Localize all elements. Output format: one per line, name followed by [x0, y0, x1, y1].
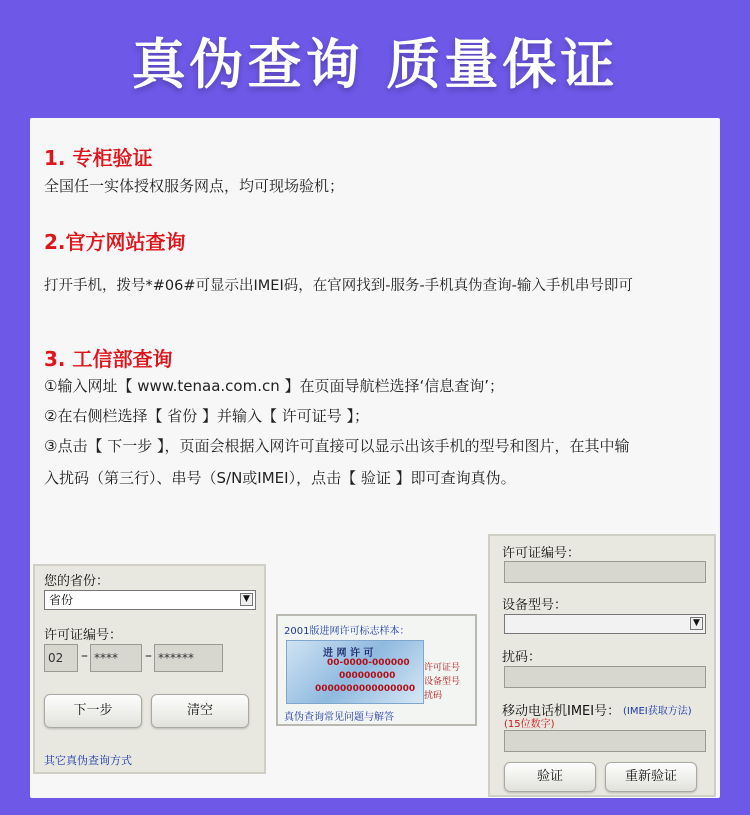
license-stamp-image: [286, 640, 424, 704]
section-text-website: 打开手机，拨号*#06#可显示出IMEI码，在官网找到-服务-手机真伪查询-输入手机串号即可: [44, 278, 633, 294]
license-part-2-input[interactable]: ****: [90, 644, 142, 672]
license-number-input[interactable]: [504, 561, 706, 583]
legend-scramble: 扰码: [424, 691, 443, 701]
section-heading-website: 2.官方网站查询: [44, 230, 186, 254]
chevron-down-icon[interactable]: ▼: [240, 593, 253, 606]
chevron-down-icon[interactable]: ▼: [690, 617, 703, 630]
section-text-miit-2: ②在右侧栏选择【 省份 】并输入【 许可证号 】；: [44, 407, 370, 425]
dash-separator: –: [145, 648, 152, 664]
stamp-title: 进 网 许 可: [323, 648, 374, 659]
stamp-code-2: 000000000: [339, 671, 396, 681]
scramble-label: 扰码：: [502, 650, 542, 665]
license-part-1-input[interactable]: 02: [44, 644, 78, 672]
stamp-code-3: 0000000000000000: [315, 684, 416, 694]
banner-title: 真伪查询 质量保证: [131, 33, 619, 96]
model-select[interactable]: [504, 614, 706, 634]
section-text-miit-4: 入扰码（第三行）、串号（S/N或IMEI），点击【 验证 】即可查询真伪。: [44, 469, 516, 487]
section-heading-miit: 3. 工信部查询: [44, 347, 173, 371]
province-select[interactable]: [44, 590, 256, 610]
scramble-input[interactable]: [504, 666, 706, 688]
section-text-counter: 全国任一实体授权服务网点，均可现场验机；: [44, 177, 345, 195]
imei-input[interactable]: [504, 730, 706, 752]
license-sample-panel: [276, 614, 477, 726]
section-heading-counter: 1. 专柜验证: [44, 146, 153, 170]
dash-separator: –: [81, 648, 88, 664]
imei-label: 移动电话机IMEI号：: [502, 704, 621, 719]
verify-button[interactable]: 验证: [504, 762, 596, 792]
province-label: 您的省份：: [44, 574, 110, 589]
verify-panel: [488, 534, 716, 797]
clear-button[interactable]: 清空: [151, 694, 249, 728]
next-step-button[interactable]: 下一步: [44, 694, 142, 728]
section-text-miit-1: ①输入网址【 www.tenaa.com.cn 】在页面导航栏选择‘信息查询’；: [44, 377, 505, 395]
stamp-code-1: 00-0000-000000: [327, 658, 410, 668]
sample-title: 2001版进网许可标志样本：: [284, 626, 410, 637]
section-text-miit-3: ③点击【 下一步 】，页面会根据入网许可直接可以显示出该手机的型号和图片，在其中输: [44, 437, 630, 455]
faq-link[interactable]: 真伪查询常见问题与解答: [284, 712, 394, 723]
province-value: 省份: [49, 593, 74, 607]
reverify-button[interactable]: 重新验证: [605, 762, 697, 792]
legend-license-no: 许可证号: [424, 663, 461, 673]
model-label: 设备型号：: [502, 598, 568, 613]
license-label: 许可证编号：: [44, 628, 123, 643]
imei-help-link[interactable]: (IMEI获取方法): [623, 706, 692, 717]
imei-hint: (15位数字): [504, 719, 555, 730]
other-query-methods-link[interactable]: 其它真伪查询方式: [44, 754, 132, 767]
license-label-right: 许可证编号：: [502, 546, 581, 561]
legend-model: 设备型号: [424, 677, 461, 687]
province-license-panel: [33, 564, 266, 774]
license-part-3-input[interactable]: ******: [154, 644, 223, 672]
